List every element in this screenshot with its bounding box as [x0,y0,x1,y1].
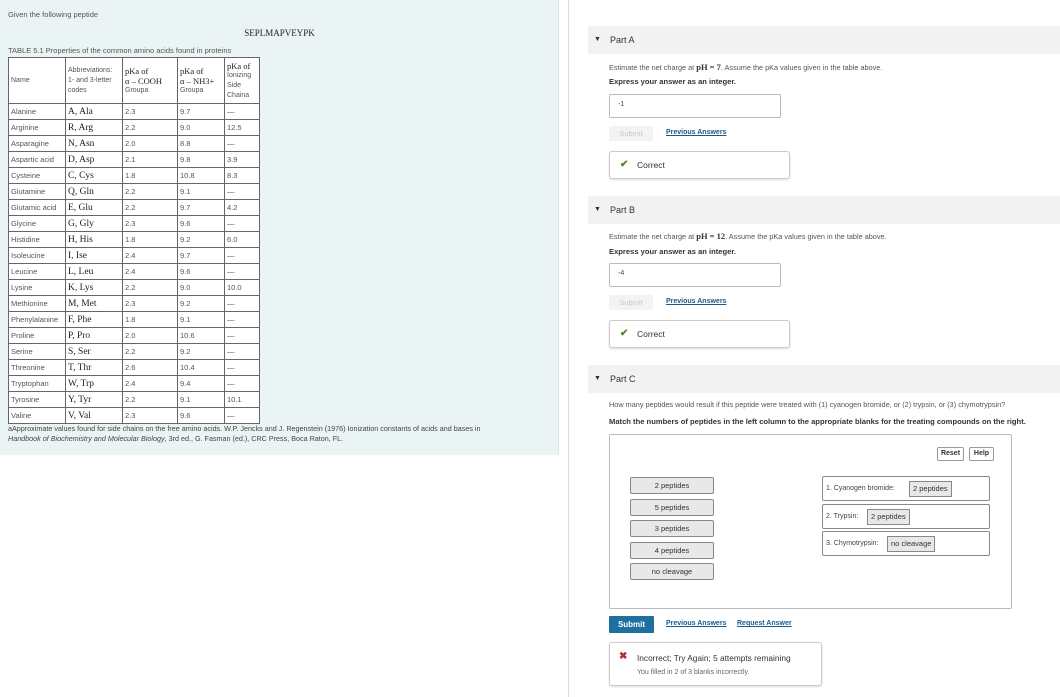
cell-nh3: 9.2 [178,296,225,312]
cell-name: Asparagine [9,136,66,152]
part-a-submit-button[interactable]: Submit [609,126,653,141]
check-icon: ✔ [620,159,629,170]
cell-nh3: 9.4 [178,376,225,392]
target-cyanogen-bromide[interactable]: 1. Cyanogen bromide: 2 peptides [822,476,990,501]
table-row [9,280,260,296]
part-b-feedback [609,320,790,348]
option-2-peptides[interactable]: 2 peptides [630,477,714,494]
cell-cooh: 2.2 [123,392,178,408]
cell-cooh: 1.8 [123,168,178,184]
table-row [9,200,260,216]
part-a-feedback [609,151,790,179]
cell-cooh: 2.2 [123,200,178,216]
cell-nh3: 9.0 [178,120,225,136]
cell-name: Tyrosine [9,392,66,408]
cell-cooh: 2.4 [123,264,178,280]
panel-divider [568,0,569,697]
table-header-row [9,58,260,104]
cell-side: — [225,136,260,152]
cell-cooh: 2.3 [123,104,178,120]
target-trypsin[interactable]: 2. Trypsin: 2 peptides [822,504,990,529]
cell-name: Cysteine [9,168,66,184]
part-c-header[interactable] [588,365,1060,393]
cell-name: Alanine [9,104,66,120]
dropped-answer[interactable]: no cleavage [887,536,935,552]
cell-side: — [225,360,260,376]
part-a-header[interactable] [588,26,1060,54]
cell-cooh: 2.0 [123,136,178,152]
cell-name: Leucine [9,264,66,280]
cell-cooh: 2.2 [123,344,178,360]
option-4-peptides[interactable]: 4 peptides [630,542,714,559]
cell-abbr: Q, Gln [66,184,123,200]
part-c-instruction: Match the numbers of peptides in the left column to the appropriate blanks for the treating compounds on the right. [609,417,1026,426]
cell-abbr: M, Met [66,296,123,312]
cell-side: 10.1 [225,392,260,408]
triangle-down-icon[interactable]: ▼ [594,375,601,382]
cell-name: Methionine [9,296,66,312]
cell-nh3: 9.2 [178,344,225,360]
table-row [9,248,260,264]
cell-side: — [225,344,260,360]
table-row [9,408,260,424]
cell-nh3: 9.7 [178,248,225,264]
cell-nh3: 9.6 [178,264,225,280]
cell-nh3: 9.1 [178,312,225,328]
help-button[interactable]: Help [969,447,994,461]
cell-name: Phenylalanine [9,312,66,328]
problem-panel [0,0,559,455]
cell-side: — [225,312,260,328]
reset-button[interactable]: Reset [937,447,964,461]
cell-abbr: I, Ise [66,248,123,264]
cell-side: — [225,408,260,424]
cell-abbr: H, His [66,232,123,248]
target-chymotrypsin[interactable]: 3. Chymotrypsin: no cleavage [822,531,990,556]
header-abbr: Abbreviations: 1- and 3-letter codes [66,58,123,104]
cell-abbr: P, Pro [66,328,123,344]
cell-abbr: G, Gly [66,216,123,232]
intro-text: Given the following peptide [8,10,99,19]
cell-name: Isoleucine [9,248,66,264]
cell-cooh: 2.6 [123,360,178,376]
cell-side: 12.5 [225,120,260,136]
table-row [9,232,260,248]
part-b-instruction: Express your answer as an integer. [609,247,737,256]
cell-cooh: 1.8 [123,232,178,248]
cell-cooh: 2.2 [123,120,178,136]
cell-nh3: 9.1 [178,184,225,200]
cell-abbr: W, Trp [66,376,123,392]
part-c-submit-button[interactable]: Submit [609,616,654,633]
amino-acid-table [8,57,260,424]
table-footnote: aApproximate values found for side chains on the free amino acids. W.P. Jencks and J. Regenstein (1976) Ionization constants of acids and bases in Handbook of Biochemistry and Molecular Biology, 3rd ed., G. Fasman (ed.), CRC Press, Boca Raton, FL. [8,424,481,443]
cell-side: 8.3 [225,168,260,184]
cell-name: Tryptophan [9,376,66,392]
cell-side: — [225,248,260,264]
cell-side: 4.2 [225,200,260,216]
cell-abbr: F, Phe [66,312,123,328]
cell-name: Aspartic acid [9,152,66,168]
cell-side: 6.0 [225,232,260,248]
cell-nh3: 9.1 [178,392,225,408]
cell-name: Histidine [9,232,66,248]
cell-abbr: N, Asn [66,136,123,152]
cell-cooh: 2.3 [123,408,178,424]
cell-side: 10.0 [225,280,260,296]
x-icon: ✖ [619,651,628,662]
table-row [9,312,260,328]
part-a-answer-field[interactable]: -1 [609,94,781,118]
cell-name: Proline [9,328,66,344]
part-a-status: Correct [637,160,665,170]
cell-nh3: 8.8 [178,136,225,152]
cell-abbr: L, Leu [66,264,123,280]
cell-nh3: 9.8 [178,152,225,168]
request-answer-link[interactable]: Request Answer [737,620,792,627]
cell-nh3: 10.8 [178,168,225,184]
cell-abbr: K, Lys [66,280,123,296]
table-row [9,152,260,168]
table-row [9,136,260,152]
part-b-status: Correct [637,329,665,339]
cell-abbr: T, Thr [66,360,123,376]
cell-nh3: 9.6 [178,408,225,424]
cell-nh3: 9.7 [178,104,225,120]
cell-name: Glutamic acid [9,200,66,216]
header-cooh: pKa of α – COOH Groupa [123,58,178,104]
cell-nh3: 10.4 [178,360,225,376]
cell-name: Valine [9,408,66,424]
part-a-instruction: Express your answer as an integer. [609,77,737,86]
table-row [9,296,260,312]
table-row [9,216,260,232]
table-row [9,344,260,360]
cell-side: 3.9 [225,152,260,168]
cell-cooh: 1.8 [123,312,178,328]
cell-name: Glutamine [9,184,66,200]
triangle-down-icon[interactable]: ▼ [594,36,601,43]
cell-side: — [225,328,260,344]
feedback-detail: You filled in 2 of 3 blanks incorrectly. [637,669,750,676]
cell-abbr: E, Glu [66,200,123,216]
part-a-question: Estimate the net charge at pH = 7. Assume the pKa values given in the table above. [609,62,883,72]
part-b-answer-field[interactable]: -4 [609,263,781,287]
triangle-down-icon[interactable]: ▼ [594,206,601,213]
cell-name: Serine [9,344,66,360]
cell-side: — [225,264,260,280]
part-a-previous-answers-link[interactable]: Previous Answers [666,129,727,136]
option-3-peptides[interactable]: 3 peptides [630,520,714,537]
cell-nh3: 10.6 [178,328,225,344]
check-icon: ✔ [620,328,629,339]
cell-name: Glycine [9,216,66,232]
cell-side: — [225,296,260,312]
cell-abbr: D, Asp [66,152,123,168]
cell-side: — [225,216,260,232]
cell-name: Arginine [9,120,66,136]
part-c-question: How many peptides would result if this peptide were treated with (1) cyanogen bromide, or (2) trypsin, or (3) chymotrypsin? [609,400,1006,409]
table-row [9,360,260,376]
cell-nh3: 9.7 [178,200,225,216]
part-a-title: Part A [610,35,635,45]
cell-abbr: C, Cys [66,168,123,184]
dropped-answer[interactable]: 2 peptides [909,481,952,497]
part-c-feedback [609,642,822,686]
cell-abbr: R, Arg [66,120,123,136]
cell-abbr: Y, Tyr [66,392,123,408]
part-c-previous-answers-link[interactable]: Previous Answers [666,620,727,627]
peptide-sequence: SEPLMAPVEYPK [244,28,315,38]
cell-abbr: A, Ala [66,104,123,120]
part-b-header[interactable] [588,196,1060,224]
table-row [9,104,260,120]
cell-side: — [225,376,260,392]
cell-nh3: 9.0 [178,280,225,296]
option-no-cleavage[interactable]: no cleavage [630,563,714,580]
part-b-question: Estimate the net charge at pH = 12. Assume the pKa values given in the table above. [609,231,887,241]
cell-cooh: 2.2 [123,184,178,200]
table-row [9,392,260,408]
matching-area [609,434,1012,609]
option-5-peptides[interactable]: 5 peptides [630,499,714,516]
cell-nh3: 9.6 [178,216,225,232]
cell-name: Lysine [9,280,66,296]
header-side: pKa of Ionizing Side Chaina [225,58,260,104]
part-b-title: Part B [610,205,636,215]
table-row [9,168,260,184]
cell-nh3: 9.2 [178,232,225,248]
dropped-answer[interactable]: 2 peptides [867,509,910,525]
cell-cooh: 2.3 [123,296,178,312]
cell-side: — [225,184,260,200]
table-row [9,264,260,280]
header-name: Name [9,58,66,104]
cell-cooh: 2.4 [123,376,178,392]
cell-abbr: V, Val [66,408,123,424]
cell-cooh: 2.2 [123,280,178,296]
part-b-submit-button[interactable]: Submit [609,295,653,310]
part-c-title: Part C [610,374,636,384]
table-row [9,120,260,136]
cell-cooh: 2.3 [123,216,178,232]
cell-name: Threonine [9,360,66,376]
table-row [9,328,260,344]
header-nh3: pKa of α – NH3+ Groupa [178,58,225,104]
table-title: TABLE 5.1 Properties of the common amino acids found in proteins [8,46,232,55]
table-row [9,184,260,200]
feedback-title: Incorrect; Try Again; 5 attempts remaining [637,653,791,663]
table-row [9,376,260,392]
cell-cooh: 2.0 [123,328,178,344]
cell-abbr: S, Ser [66,344,123,360]
part-b-previous-answers-link[interactable]: Previous Answers [666,298,727,305]
cell-cooh: 2.1 [123,152,178,168]
cell-cooh: 2.4 [123,248,178,264]
cell-side: — [225,104,260,120]
